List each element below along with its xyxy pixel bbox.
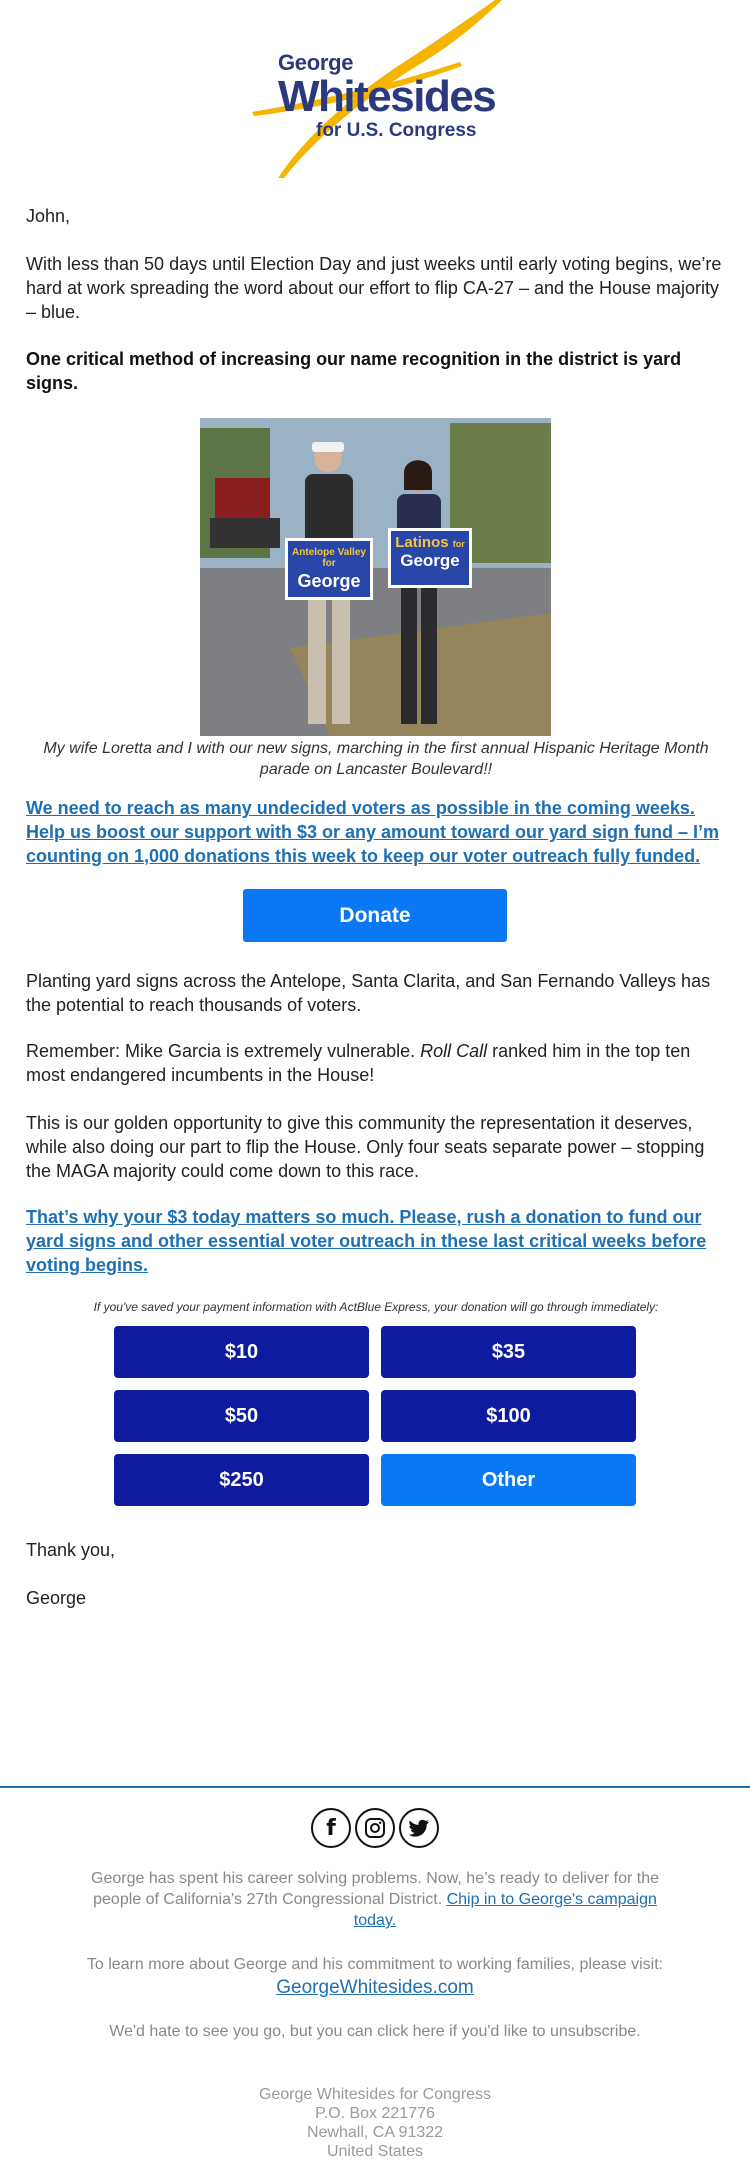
signoff-name: George <box>26 1588 87 1608</box>
yard-signs-reach-paragraph: Planting yard signs across the Antelope, Santa Clarita, and San Fernando Valleys has the potential to reach thousands of voters. <box>26 971 711 1015</box>
address-org: George Whitesides for Congress <box>258 2086 492 2103</box>
amount-button-250[interactable]: $250 <box>114 1454 369 1506</box>
website-link[interactable]: GeorgeWhitesides.com <box>276 1977 474 1998</box>
footer-divider <box>0 1786 750 1788</box>
donation-appeal-link[interactable]: We need to reach as many undecided voters as possible in the coming weeks. Help us boost our support with $3 or any amount toward our yard sign fund – I’m counting on 1,000 donations this week to keep our voter outreach fully funded. <box>26 798 720 866</box>
unsubscribe-link[interactable]: We'd hate to see you go, but you can click here if you'd like to unsubscribe. <box>109 2023 641 2040</box>
address-country: United States <box>326 2143 424 2160</box>
roll-call-emphasis: Roll Call <box>420 1041 488 1061</box>
amount-button-50[interactable]: $50 <box>114 1390 369 1442</box>
learn-more-text: To learn more about George and his commitment to working families, please visit: GeorgeWhitesides.com <box>86 1956 664 1998</box>
facebook-icon[interactable]: f <box>311 1808 351 1848</box>
logo-line-george: George <box>278 50 354 75</box>
greeting: John, <box>26 206 71 226</box>
logo-line-congress: for U.S. Congress <box>316 120 477 141</box>
amount-button-10[interactable]: $10 <box>114 1326 369 1378</box>
twitter-icon[interactable] <box>399 1808 439 1848</box>
actblue-express-note: If you've saved your payment information with ActBlue Express, your donation will go through immediately: <box>93 1300 659 1314</box>
photo-sign-latinos: Latinos for George <box>388 528 472 588</box>
logo-line-whitesides: Whitesides <box>278 72 496 121</box>
photo-sign-antelope-valley: Antelope Valley for George <box>285 538 373 600</box>
instagram-icon[interactable] <box>355 1808 395 1848</box>
donate-button[interactable]: Donate <box>243 889 507 942</box>
chip-in-link[interactable]: Chip in to George's campaign today. <box>353 1891 657 1929</box>
amount-button-other[interactable]: Other <box>381 1454 636 1506</box>
amount-button-100[interactable]: $100 <box>381 1390 636 1442</box>
vulnerable-incumbent-paragraph: Remember: Mike Garcia is extremely vulnerable. Roll Call ranked him in the top ten most endangered incumbents in the House! <box>26 1041 691 1085</box>
address-block <box>80 2085 670 2161</box>
thank-you: Thank you, <box>26 1540 116 1560</box>
yard-signs-paragraph: One critical method of increasing our name recognition in the district is yard signs. <box>26 349 682 393</box>
campaign-photo <box>200 418 551 736</box>
address-po-box: P.O. Box 221776 <box>315 2105 435 2122</box>
photo-caption: My wife Loretta and I with our new signs, marching in the first annual Hispanic Heritage Month parade on Lancaster Boulevard!! <box>43 740 709 778</box>
about-george-text: George has spent his career solving problems. Now, he’s ready to deliver for the people of California's 27th Congressional District. Chip in to George's campaign today. <box>91 1870 659 1929</box>
amount-button-35[interactable]: $35 <box>381 1326 636 1378</box>
address-city: Newhall, CA 91322 <box>306 2124 444 2141</box>
intro-paragraph: With less than 50 days until Election Day and just weeks until early voting begins, we’re hard at work spreading the word about our effort to flip CA-27 – and the House majority – blue. <box>26 254 722 322</box>
golden-opportunity-paragraph: This is our golden opportunity to give this community the representation it deserves, while also doing our part to flip the House. Only four seats separate power – stopping the MAGA majority could come down to this race. <box>26 1113 705 1181</box>
campaign-logo <box>240 0 510 180</box>
rush-donation-link[interactable]: That’s why your $3 today matters so much. Please, rush a donation to fund our yard signs and other essential voter outreach in these last critical weeks before voting begins. <box>26 1207 707 1275</box>
